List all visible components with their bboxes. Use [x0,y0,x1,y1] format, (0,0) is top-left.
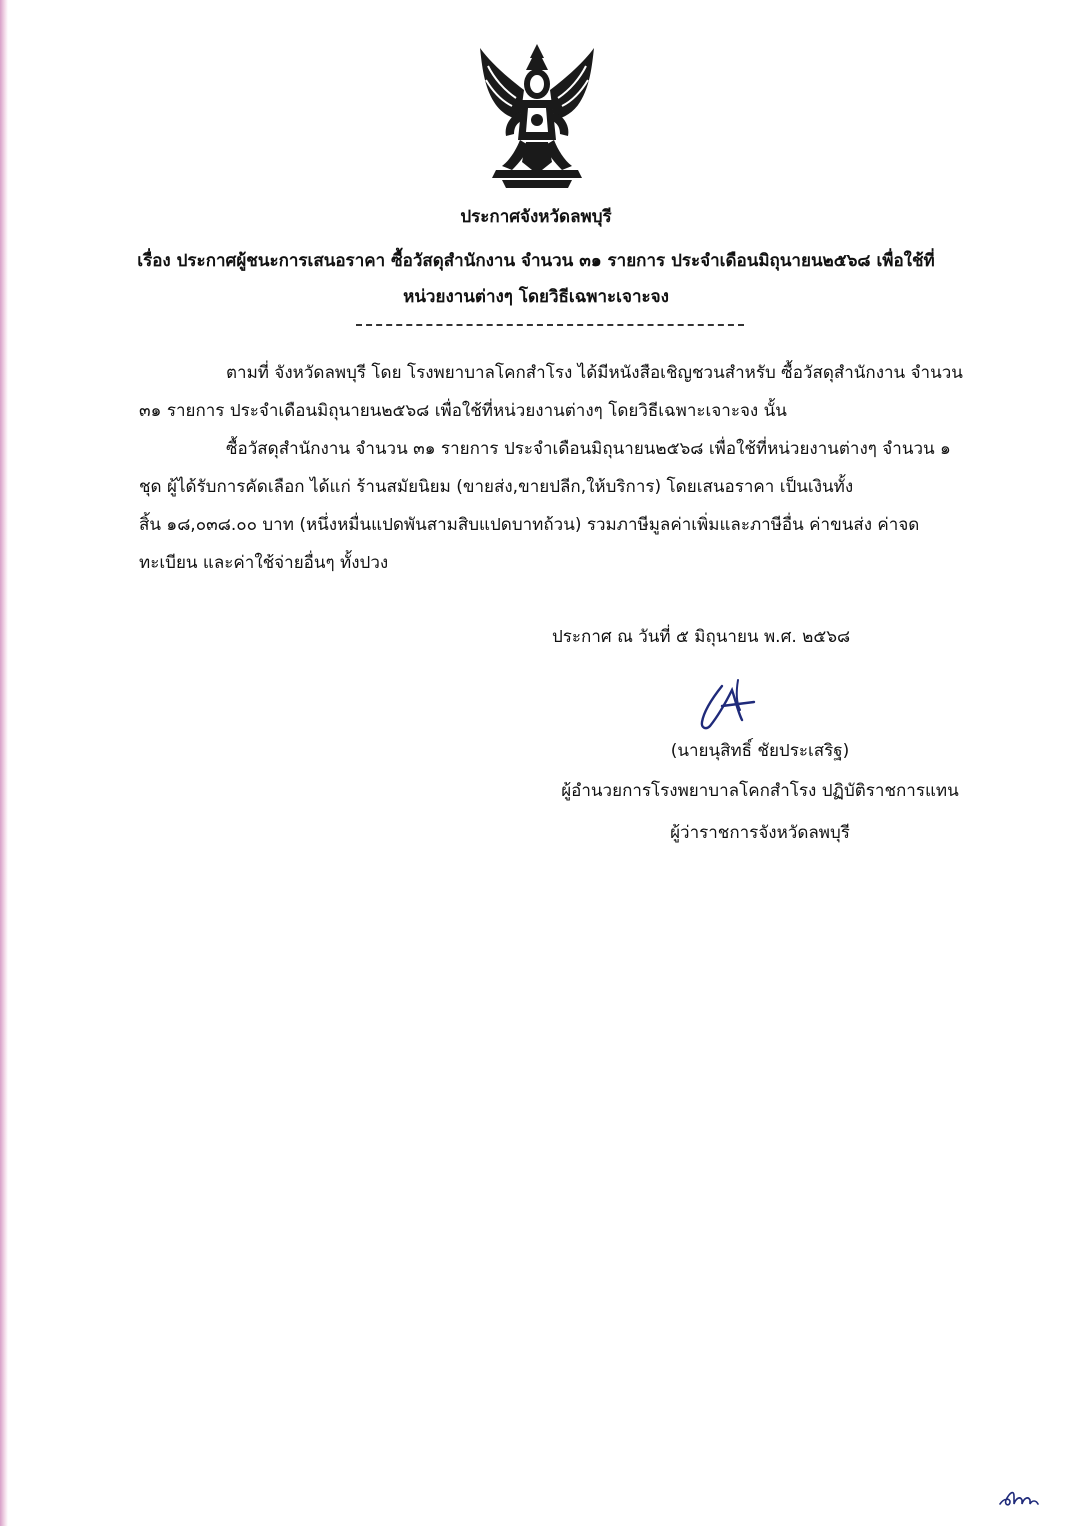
agency-title: ประกาศจังหวัดลพบุรี [460,207,612,227]
paragraph-2-line-2: ชุด ผู้ได้รับการคัดเลือก ได้แก่ ร้านสมัยนิยม (ขายส่ง,ขายปลีก,ให้บริการ) โดยเสนอราคา เป็นเงินทั้ง [139,477,854,497]
paragraph-1-line-2: ๓๑ รายการ ประจำเดือนมิถุนายน๒๕๖๘ เพื่อใช้ที่หน่วยงานต่างๆ โดยวิธีเฉพาะเจาะจง นั้น [139,401,787,421]
subject-line-1: เรื่อง ประกาศผู้ชนะการเสนอราคา ซื้อวัสดุสำนักงาน จำนวน ๓๑ รายการ ประจำเดือนมิถุนายน๒๕๖๘ เพื่อใช้ที่ [137,251,935,271]
handwritten-initials [998,1486,1042,1510]
handwritten-signature [692,676,772,734]
paragraph-2-line-1: ซื้อวัสดุสำนักงาน จำนวน ๓๑ รายการ ประจำเดือนมิถุนายน๒๕๖๘ เพื่อใช้ที่หน่วยงานต่างๆ จำนวน ๑ [226,439,951,459]
paragraph-2-line-4: ทะเบียน และค่าใช้จ่ายอื่นๆ ทั้งปวง [139,553,389,573]
garuda-emblem-icon [472,42,602,192]
signatory-position-1: ผู้อำนวยการโรงพยาบาลโคกสำโรง ปฏิบัติราชการแทน [561,781,959,801]
paragraph-2-line-3: สิ้น ๑๘,๐๓๘.๐๐ บาท (หนึ่งหมื่นแปดพันสามสิบแปดบาทถ้วน) รวมภาษีมูลค่าเพิ่มและภาษีอื่น ค่าขนส่ง ค่าจด [139,515,920,535]
paragraph-1-line-1: ตามที่ จังหวัดลพบุรี โดย โรงพยาบาลโคกสำโรง ได้มีหนังสือเชิญชวนสำหรับ ซื้อวัสดุสำนักงาน จำนวน [226,363,963,383]
signatory-position-2: ผู้ว่าราชการจังหวัดลพบุรี [670,823,850,843]
subject-line-2: หน่วยงานต่างๆ โดยวิธีเฉพาะเจาะจง [403,287,669,307]
separator-line [356,324,744,326]
announcement-date: ประกาศ ณ วันที่ ๕ มิถุนายน พ.ศ. ๒๕๖๘ [552,627,851,647]
page-edge [0,0,8,1526]
signatory-name: (นายนุสิทธิ์ ชัยประเสริฐ) [670,741,850,761]
